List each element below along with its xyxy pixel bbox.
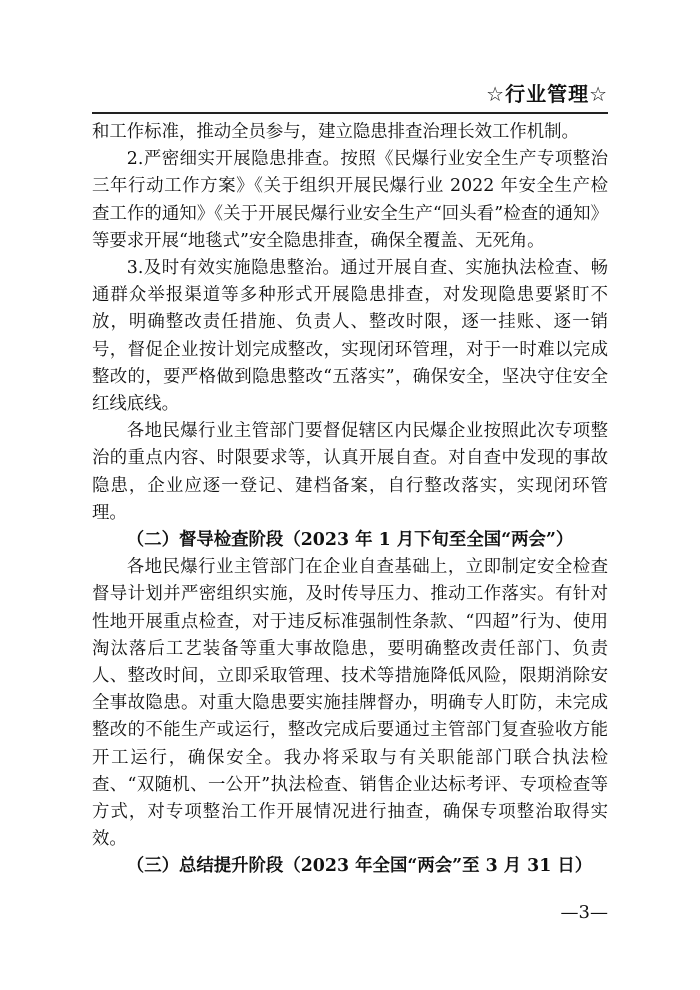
paragraph-self-check: 各地民爆行业主管部门要督促辖区内民爆企业按照此次专项整治的重点内容、时限要求等，认真开展自查。对自查中发现的事故隐患，企业应逐一登记、建档备案，自行整改落实，实现闭环管理。 (92, 421, 608, 523)
document-body (92, 119, 608, 881)
header-rule (92, 112, 608, 114)
paragraph-item-2: 2.严密细实开展隐患排查。按照《民爆行业安全生产专项整治三年行动工作方案》《关于组织开展民爆行业 2022 年安全生产检查工作的通知》《关于开展民爆行业安全生产“回头看”检查的通知》等要求开展“地毯式”安全隐患排查，确保全覆盖、无死角。 (92, 149, 608, 251)
page-number: —3— (560, 902, 608, 923)
section-heading-2: （二）督导检查阶段（2023 年 1 月下旬至全国“两会”） (126, 530, 574, 551)
paragraph-inspection: 各地民爆行业主管部门在企业自查基础上，立即制定安全检查督导计划并严密组织实施，及时传导压力、推动工作落实。有针对性地开展重点检查，对于违反标准强制性条款、“四超”行为、使用淘汰落后工艺装备等重大事故隐患，要明确整改责任部门、负责人、整改时间，立即采取管理、技术等措施降低风险，限期消除安全事故隐患。对重大隐患要实施挂牌督办，明确专人盯防，未完成整改的不能生产或运行，整改完成后要通过主管部门复查验收方能开工运行，确保安全。我办将采取与有关职能部门联合执法检查、“双随机、一公开”执法检查、销售企业达标考评、专项检查等方式，对专项整治工作开展情况进行抽查，确保专项整治取得实效。 (92, 557, 608, 850)
paragraph-item-3: 3.及时有效实施隐患整治。通过开展自查、实施执法检查、畅通群众举报渠道等多种形式开展隐患排查，对发现隐患要紧盯不放，明确整改责任措施、负责人、整改时限，逐一挂账、逐一销号，督促企业按计划完成整改，实现闭环管理，对于一时难以完成整改的，要严格做到隐患整改“五落实”，确保安全，坚决守住安全红线底线。 (92, 258, 608, 415)
section-heading-3: （三）总结提升阶段（2023 年全国“两会”至 3 月 31 日） (126, 856, 593, 877)
section-header: ☆行业管理☆ (486, 82, 608, 106)
paragraph-continuation: 和工作标准，推动全员参与，建立隐患排查治理长效工作机制。 (92, 122, 579, 142)
